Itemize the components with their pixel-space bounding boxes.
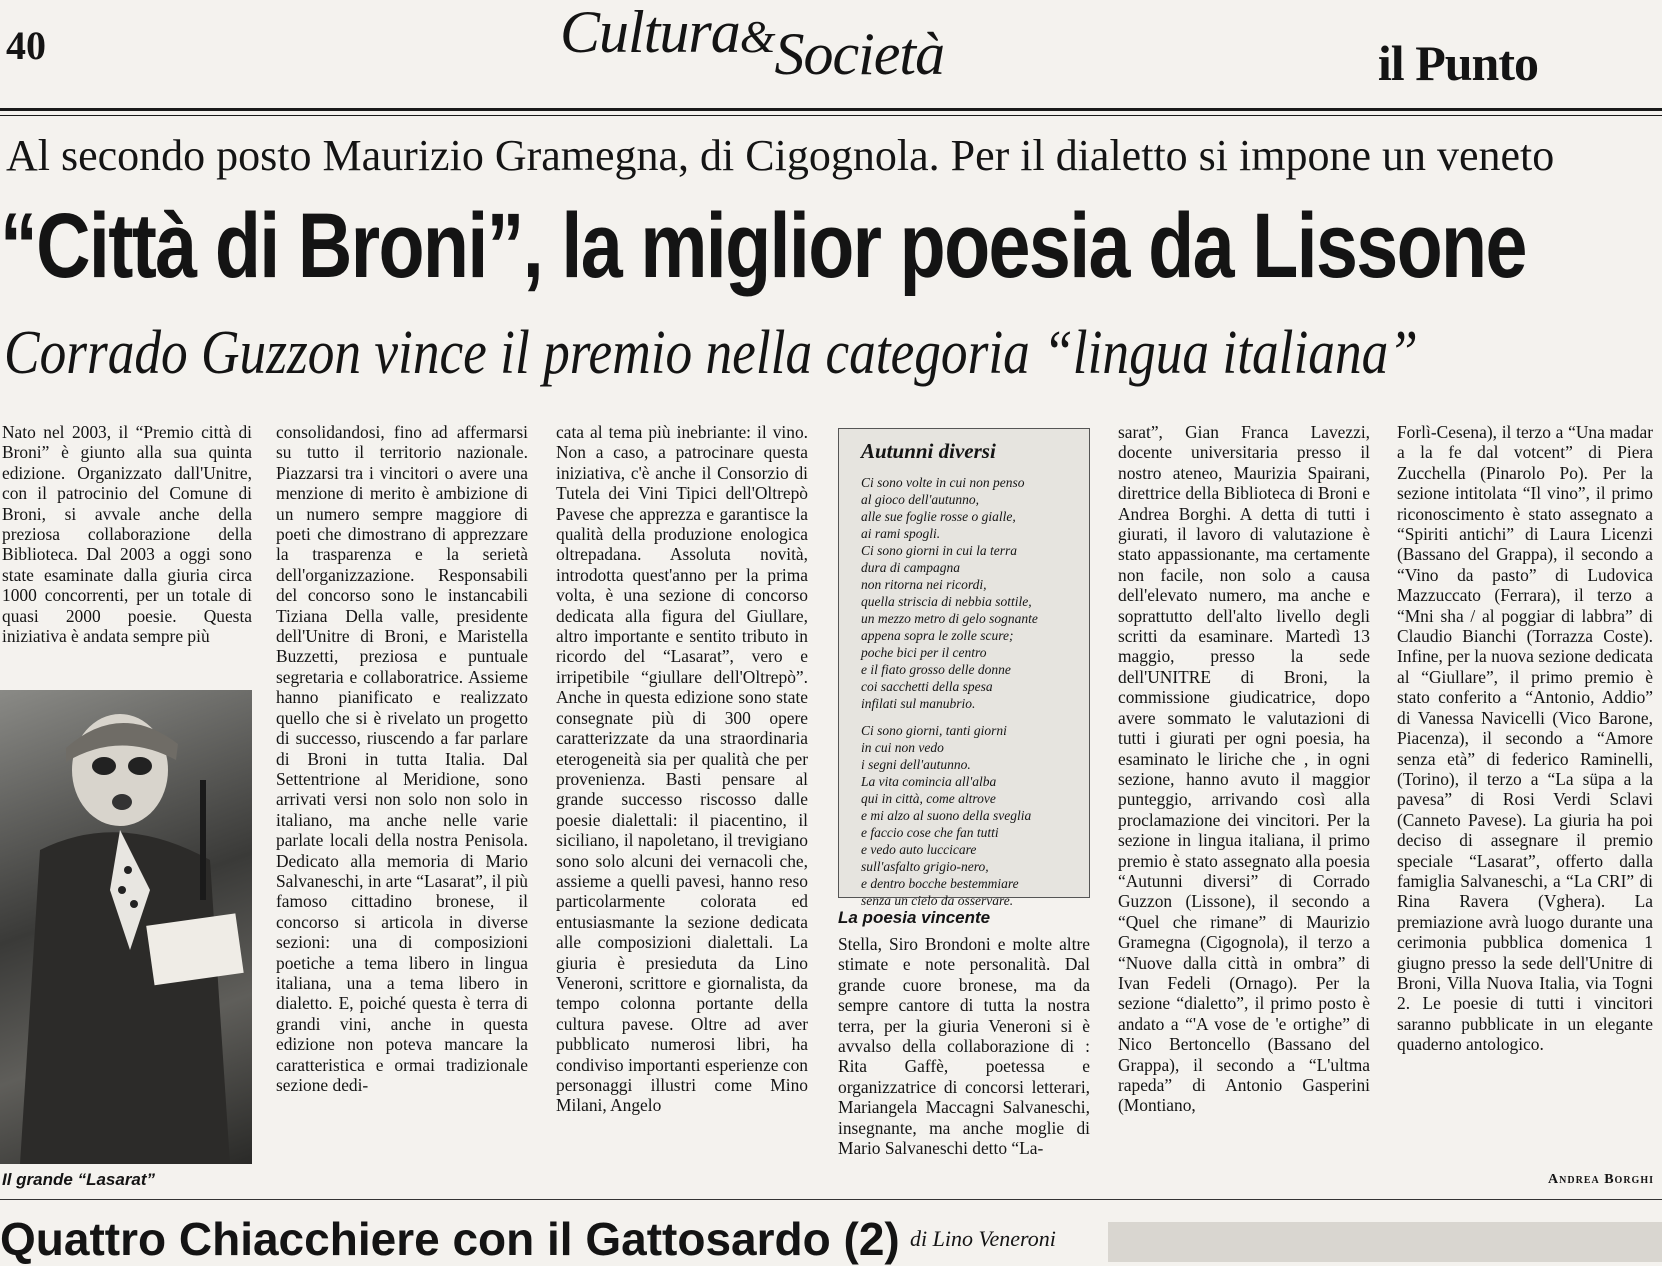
- photo-caption: Il grande “Lasarat”: [2, 1170, 156, 1189]
- column-text: Forlì-Cesena), il terzo a “Una madar a la fe dal votcent” di Piera Zucchella (Pinarolo Po). Per la sezione intitolata “Il vino”, il primo riconoscimento è stato assegnato a “Spiriti antichi” di Laura Licenzi (Bassano del Grappa), il secondo a “Vino da pasto” di Ludovica Mazzuccato (Ferrara), il terzo a “Mni sha / al poggiar di labbra” di Claudio Bianchi (Torrazza Coste). Infine, per la nuova sezione dedicata al “Giullare”, il primo premio è stato conferito a “Antonio, Addio” di Vanessa Navicelli (Vico Barone, Piacenza), il secondo a “Amore senza età” di federico Raminelli, (Torino), il terzo a “La süpa a la pavesa” di Rosi Verdi Sclavi (Canneto Pavese). La giuria ha poi deciso di assegnare il premio speciale “Lasarat”, offerto dalla famiglia Salvaneschi, a “La CRI” di Rina Ravera (Vghera). La premiazione avrà luogo durante una cerimonia pubblica domenica 1 giugno presso la sede dell'Unitre di Broni, Villa Nuova Italia, via Togni 2. Le poesie di tutti i vincitori saranno pubblicate in un elegante quaderno antologico.: [1397, 422, 1653, 1055]
- section-word-cultura: Cultura: [560, 0, 740, 65]
- poem-caption: La poesia vincente: [838, 908, 991, 927]
- next-article-byline: di Lino Veneroni: [910, 1226, 1056, 1251]
- bottom-rule: [0, 1199, 1662, 1200]
- newspaper-name: il Punto: [1377, 35, 1538, 91]
- next-article-banner: [1108, 1222, 1662, 1262]
- performer-silhouette-icon: [0, 690, 252, 1164]
- poem-stanza: Ci sono giorni, tanti giorni in cui non vedo i segni dell'autunno. La vita comincia all'alba qui in città, come altrove e mi alzo al suono della sveglia e faccio cose che fan tutti e vedo auto luccicare sull'asfalto grigio-nero, e dentro bocche bestemmiare senza un cielo da osservare.: [861, 723, 1032, 908]
- lasarat-photo: [0, 690, 252, 1164]
- poem-title: Autunni diversi: [861, 439, 996, 463]
- section-title: [560, 0, 945, 87]
- article-column-2: [276, 422, 528, 1095]
- article-column-1: [2, 422, 252, 646]
- article-column-3: [556, 422, 808, 1116]
- page-number: 40: [6, 23, 46, 68]
- poem-stanza: Ci sono volte in cui non penso al gioco dell'autunno, alle sue foglie rosse o gialle, ai rami spogli. Ci sono giorni in cui la terra dura di campagna non ritorna nei ricordi, quella striscia di nebbia sottile, un mezzo metro di gelo sognante appena sopra le zolle scure; poche bici per il centro e il fiato grosso delle donne coi sacchetti della spesa infilati sul manubrio.: [861, 475, 1038, 711]
- article-headline: “Città di Broni”, la miglior poesia da Lissone: [0, 195, 1526, 297]
- article-column-5: [1118, 422, 1370, 1116]
- masthead-rule-thin: [0, 115, 1662, 116]
- next-article-headline: Quattro Chiacchiere con il Gattosardo (2): [0, 1213, 900, 1265]
- column-text: Stella, Siro Brondoni e molte altre stimate e note personalità. Dal grande cuore bronese, ma da sempre cantore di tutta la nostra terra, per la giuria Veneroni si è avvalso della collaborazione di : Rita Gaffè, poetessa e organizzatrice di concorsi letterari, Mariangela Maccagni Salvaneschi, insegnante, ma anche moglie di Mario Salvaneschi detto “La-: [838, 934, 1090, 1159]
- section-ampersand: &: [739, 11, 775, 62]
- article-byline: Andrea Borghi: [1548, 1172, 1654, 1187]
- article-kicker: Al secondo posto Maurizio Gramegna, di Cigognola. Per il dialetto si impone un veneto: [6, 131, 1555, 180]
- article-subheadline: Corrado Guzzon vince il premio nella categoria “lingua italiana”: [4, 319, 1418, 387]
- poem-box: [838, 428, 1090, 908]
- section-word-societa: Società: [774, 21, 945, 87]
- masthead-rule: [0, 108, 1662, 111]
- article-column-4: [838, 934, 1090, 1158]
- article-column-6: [1397, 422, 1653, 1055]
- column-text: sarat”, Gian Franca Lavezzi, docente universitaria presso il nostro ateneo, Maurizia Spairani, direttrice della Biblioteca di Broni e Andrea Borghi. A detta di tutti i giurati, il lavoro di valutazione è stato appassionante, ma certamente non facile, non solo a causa dell'elevato numero, ma anche e soprattutto dell'alto livello degli scritti da esaminare. Martedì 13 maggio, presso la sede dell'UNITRE di Broni, la commissione giudicatrice, dopo avere sommato le valutazioni di tutti i giurati per ogni poesia, ha esaminato le liriche che , in ogni sezione, hanno avuto il maggior punteggio, arrivando così alla proclamazione dei vincitori. Per la sezione in lingua italiana, il primo premio è stato assegnato alla poesia “Autunni diversi” di Corrado Guzzon (Lissone), il secondo a “Quel che rimane” di Maurizio Gramegna (Cigognola), il terzo a “Nuove dalla città in ombra” di Ivan Fedeli (Ornago). Per la sezione “dialetto”, il primo posto è andato a “'A vose de 'e ortighe” di Nico Bertoncello (Bassano del Grappa), il secondo a “L'ultma rapeda” di Antonio Gasperini (Montiano,: [1118, 422, 1370, 1116]
- column-text: cata al tema più inebriante: il vino. Non a caso, a patrocinare questa iniziativa, c'è anche il Consorzio di Tutela dei Vini Tipici dell'Oltrepò Pavese che apprezza e garantisce la qualità della produzione enologica oltrepadana. Assoluta novità, introdotta quest'anno per la prima volta, è una sezione di concorso dedicata alla figura del Giullare, altro importante e sentito tributo in ricordo del “Lasarat”, vero e irripetibile “giullare dell'Oltrepò”. Anche in questa edizione sono state consegnate più di 300 opere caratterizzate da una straordinaria eterogeneità sia per qualità che per provenienza. Basti pensare al grande successo riscosso dalle poesie dialettali: il piacentino, il siciliano, il napoletano, il trevigiano sono solo alcuni dei vernacoli che, assieme a quelli pavesi, hanno reso particolarmente colorata ed entusiasmante la sezione dedicata alle composizioni dialettali. La giuria è presieduta da Lino Veneroni, scrittore e giornalista, da tempo colonna portante della cultura pavese. Oltre ad aver pubblicato numerosi libri, ha condiviso importanti esperienze con personaggi illustri come Mino Milani, Angelo: [556, 422, 808, 1116]
- column-text: consolidandosi, fino ad affermarsi su tutto il territorio nazionale. Piazzarsi tra i vincitori o avere una menzione di merito è ambizione di un numero sempre maggiore di poeti che dimostrano di apprezzare la trasparenza e la serietà dell'organizzazione. Responsabili del concorso sono le instancabili Tiziana Della valle, presidente dell'Unitre di Broni, e Maristella Buzzetti, preziosa e puntuale segretaria e collaboratrice. Assieme hanno pianificato e realizzato quello che si è rivelato un progetto di successo, riuscendo a far parlare di Broni in tutta Italia. Dal Settentrione al Meridione, sono arrivati versi non solo non solo in italiano, ma anche nelle varie parlate locali della nostra Penisola. Dedicato alla memoria di Mario Salvaneschi, in arte “Lasarat”, il più famoso cittadino bronese, il concorso si articola in diverse sezioni: una di composizioni poetiche a tema libero in lingua italiana, una a tema libero in dialetto. E, poiché questa è terra di grandi vini, anche in questa edizione non poteva mancare la caratteristica e ormai tradizionale sezione dedi-: [276, 422, 528, 1095]
- column-text: Nato nel 2003, il “Premio città di Broni” è giunto alla sua quinta edizione. Organizzato dall'Unitre, con il patrocinio del Comune di Broni, si avvale anche della preziosa collaborazione della Biblioteca. Dal 2003 a oggi sono state esaminate dalla giuria circa 1000 concorrenti, per un totale di quasi 2000 poesie. Questa iniziativa è andata sempre più: [2, 422, 252, 647]
